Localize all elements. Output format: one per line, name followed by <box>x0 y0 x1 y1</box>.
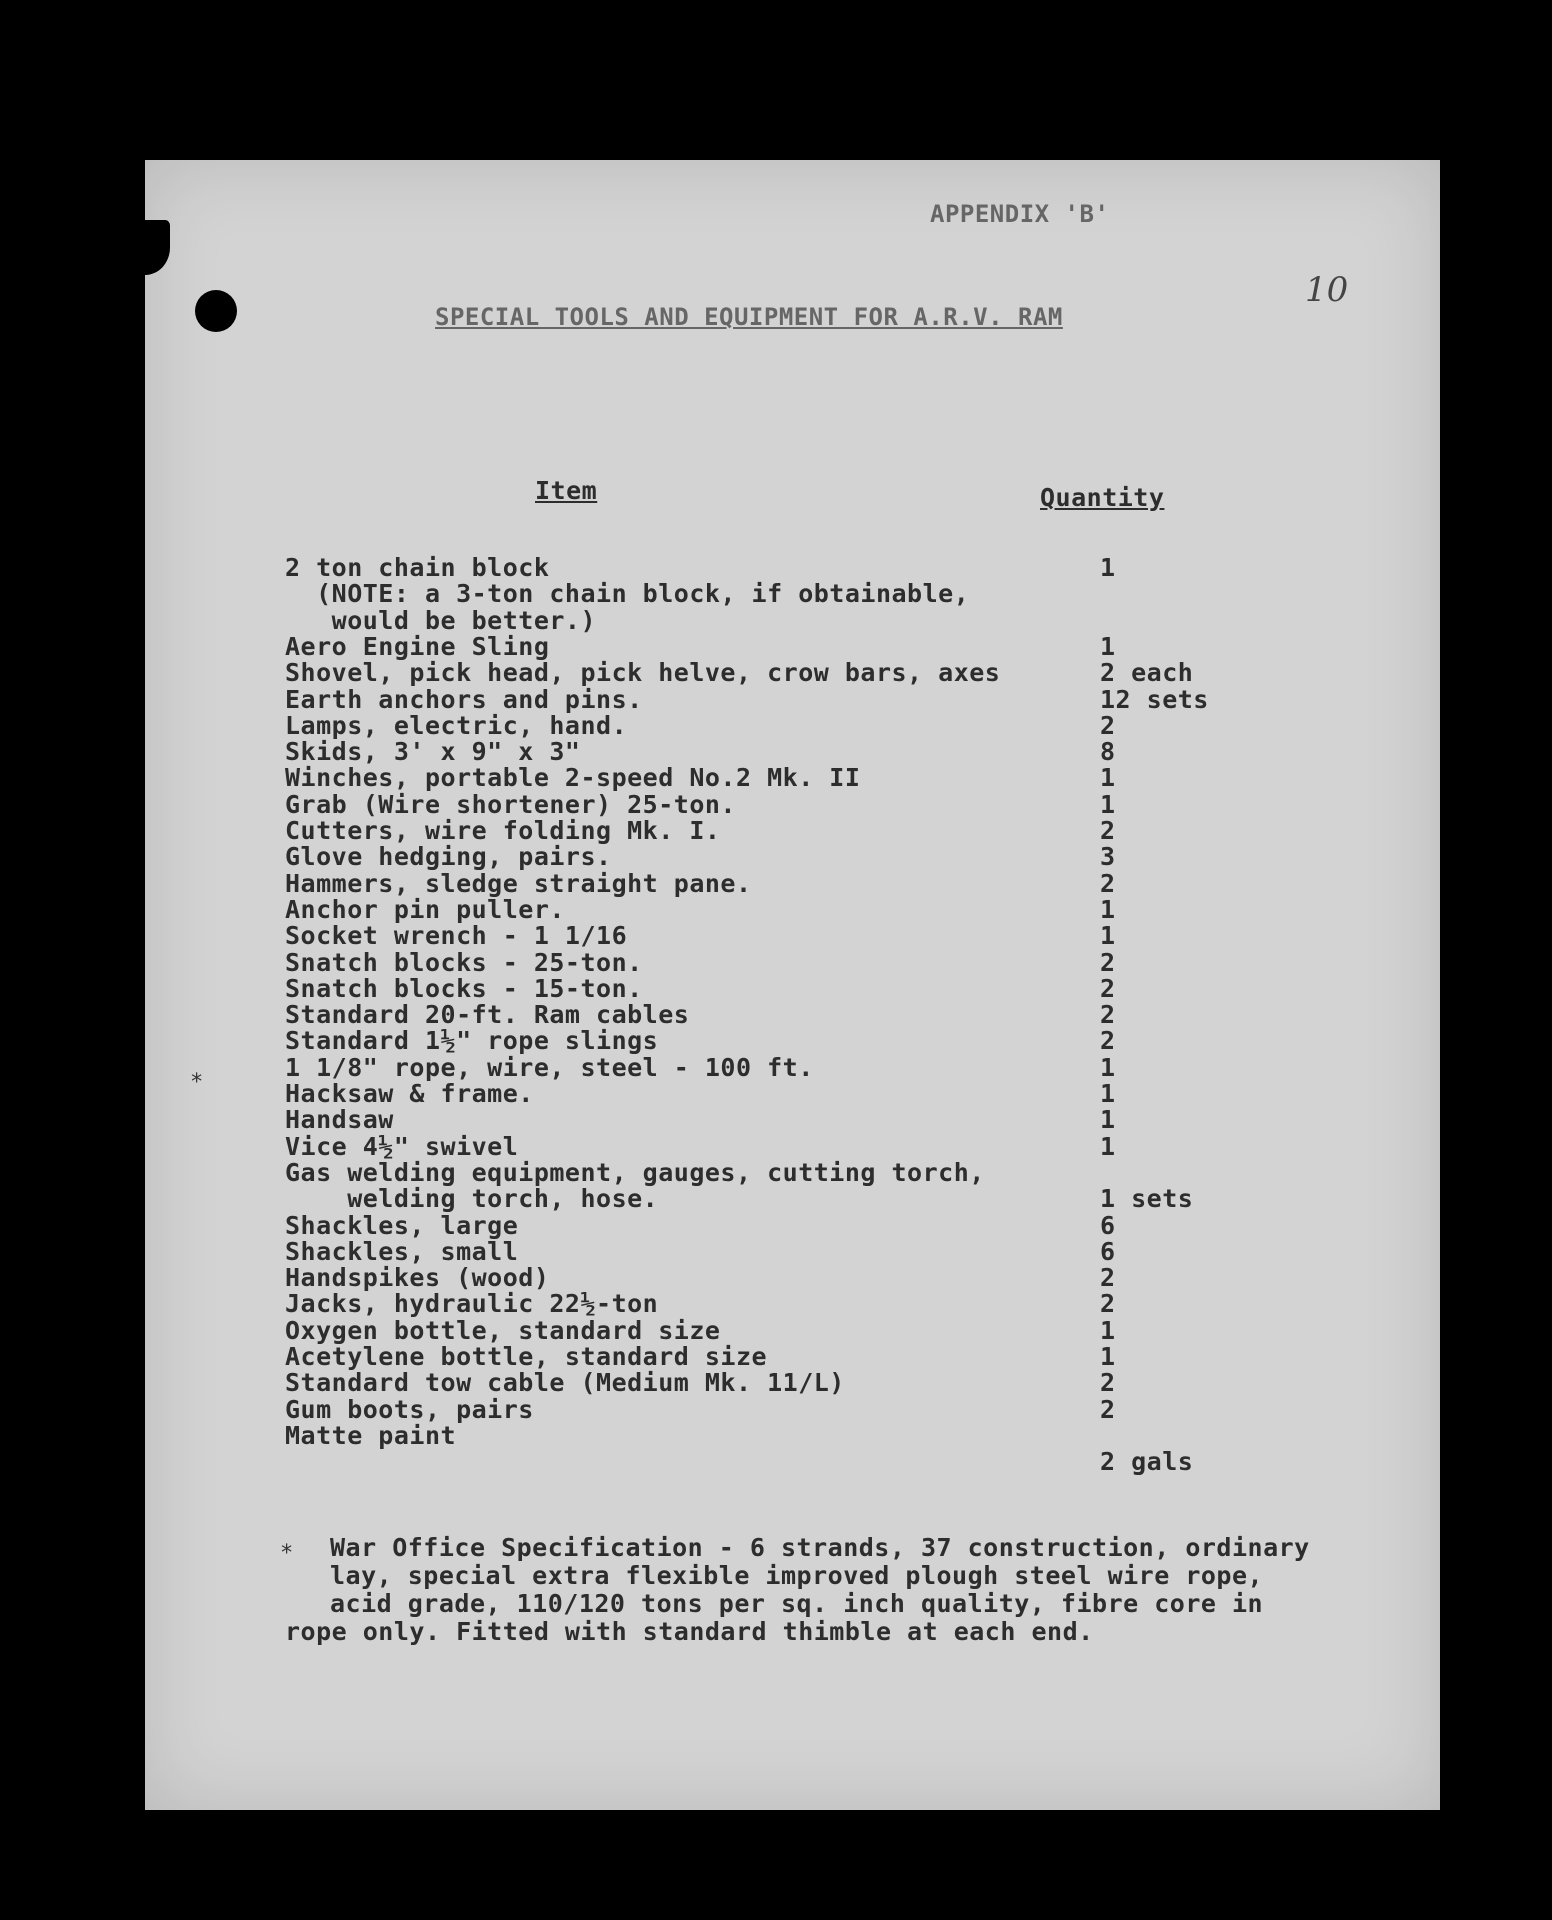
item-name: (NOTE: a 3-ton chain block, if obtainable, <box>285 579 970 608</box>
item-quantity: 2 <box>1100 1368 1116 1397</box>
footnote-marker: * <box>280 1541 294 1566</box>
item-name: Glove hedging, pairs. <box>285 842 612 871</box>
item-quantity: 1 <box>1100 790 1116 819</box>
item-quantity: 1 sets <box>1100 1184 1194 1213</box>
item-quantity: 2 gals <box>1100 1447 1194 1476</box>
item-name: Gas welding equipment, gauges, cutting torch, <box>285 1158 985 1187</box>
item-quantity: 2 <box>1100 1263 1116 1292</box>
item-name: Hammers, sledge straight pane. <box>285 869 752 898</box>
item-quantity: 1 <box>1100 1105 1116 1134</box>
item-name: Shovel, pick head, pick helve, crow bars, axes <box>285 658 1001 687</box>
item-name: Cutters, wire folding Mk. I. <box>285 816 721 845</box>
item-quantity: 12 sets <box>1100 685 1209 714</box>
item-name: Hacksaw & frame. <box>285 1079 534 1108</box>
item-quantity: 1 <box>1100 1053 1116 1082</box>
item-quantity: 2 each <box>1100 658 1194 687</box>
item-quantity: 2 <box>1100 816 1116 845</box>
item-name: Standard 1½" rope slings <box>285 1026 659 1055</box>
item-quantity: 1 <box>1100 921 1116 950</box>
item-name: Snatch blocks - 25-ton. <box>285 948 643 977</box>
item-name: Shackles, small <box>285 1237 519 1266</box>
item-name: Skids, 3' x 9" x 3" <box>285 737 581 766</box>
column-header-quantity: Quantity <box>1040 483 1165 512</box>
item-name: Gum boots, pairs <box>285 1395 534 1424</box>
item-quantity: 2 <box>1100 1395 1116 1424</box>
item-name: Earth anchors and pins. <box>285 685 643 714</box>
item-quantity: 2 <box>1100 711 1116 740</box>
item-quantity: 1 <box>1100 1316 1116 1345</box>
item-quantity: 1 <box>1100 553 1116 582</box>
item-name: Socket wrench - 1 1/16 <box>285 921 628 950</box>
item-name: Standard 20-ft. Ram cables <box>285 1000 690 1029</box>
appendix-label: APPENDIX 'B' <box>930 200 1110 228</box>
item-name: Jacks, hydraulic 22½-ton <box>285 1289 659 1318</box>
item-name: Snatch blocks - 15-ton. <box>285 974 643 1003</box>
item-quantity: 1 <box>1100 1132 1116 1161</box>
footnote-line-4: rope only. Fitted with standard thimble at each end. <box>285 1617 1094 1646</box>
punch-hole <box>195 290 237 332</box>
item-name: Lamps, electric, hand. <box>285 711 628 740</box>
item-name: Aero Engine Sling <box>285 632 550 661</box>
item-quantity: 1 <box>1100 763 1116 792</box>
item-name: Shackles, large <box>285 1211 519 1240</box>
item-name: Acetylene bottle, standard size <box>285 1342 768 1371</box>
item-name: Handsaw <box>285 1105 394 1134</box>
item-name: Vice 4½" swivel <box>285 1132 519 1161</box>
item-quantity: 1 <box>1100 1079 1116 1108</box>
item-name: would be better.) <box>285 606 597 635</box>
item-quantity: 1 <box>1100 895 1116 924</box>
page-number-mark: 10 <box>1305 270 1349 310</box>
document-title: SPECIAL TOOLS AND EQUIPMENT FOR A.R.V. RAM <box>435 303 1063 331</box>
row-footnote-marker: * <box>190 1070 204 1095</box>
item-name: Standard tow cable (Medium Mk. 11/L) <box>285 1368 845 1397</box>
item-name: Grab (Wire shortener) 25-ton. <box>285 790 736 819</box>
item-name: 1 1/8" rope, wire, steel - 100 ft. <box>285 1053 814 1082</box>
item-name: welding torch, hose. <box>285 1184 659 1213</box>
item-quantity: 6 <box>1100 1237 1116 1266</box>
document-page <box>145 160 1440 1810</box>
item-name: Anchor pin puller. <box>285 895 565 924</box>
item-name: Matte paint <box>285 1421 457 1450</box>
torn-corner <box>120 220 170 275</box>
footnote-line-1: War Office Specification - 6 strands, 37 construction, ordinary <box>330 1533 1310 1562</box>
column-header-item: Item <box>535 476 598 505</box>
item-name: Winches, portable 2-speed No.2 Mk. II <box>285 763 861 792</box>
items-list <box>285 555 1385 1475</box>
item-quantity: 8 <box>1100 737 1116 766</box>
item-quantity: 6 <box>1100 1211 1116 1240</box>
item-name: 2 ton chain block <box>285 553 550 582</box>
footnote-line-3: acid grade, 110/120 tons per sq. inch quality, fibre core in <box>330 1589 1264 1618</box>
item-quantity: 1 <box>1100 632 1116 661</box>
item-quantity: 2 <box>1100 869 1116 898</box>
item-quantity: 2 <box>1100 948 1116 977</box>
item-quantity: 2 <box>1100 1000 1116 1029</box>
item-name: Handspikes (wood) <box>285 1263 550 1292</box>
item-quantity: 3 <box>1100 842 1116 871</box>
item-quantity: 1 <box>1100 1342 1116 1371</box>
item-name: Oxygen bottle, standard size <box>285 1316 721 1345</box>
item-quantity: 2 <box>1100 974 1116 1003</box>
item-quantity: 2 <box>1100 1026 1116 1055</box>
item-quantity: 2 <box>1100 1289 1116 1318</box>
footnote-line-2: lay, special extra flexible improved plough steel wire rope, <box>330 1561 1264 1590</box>
